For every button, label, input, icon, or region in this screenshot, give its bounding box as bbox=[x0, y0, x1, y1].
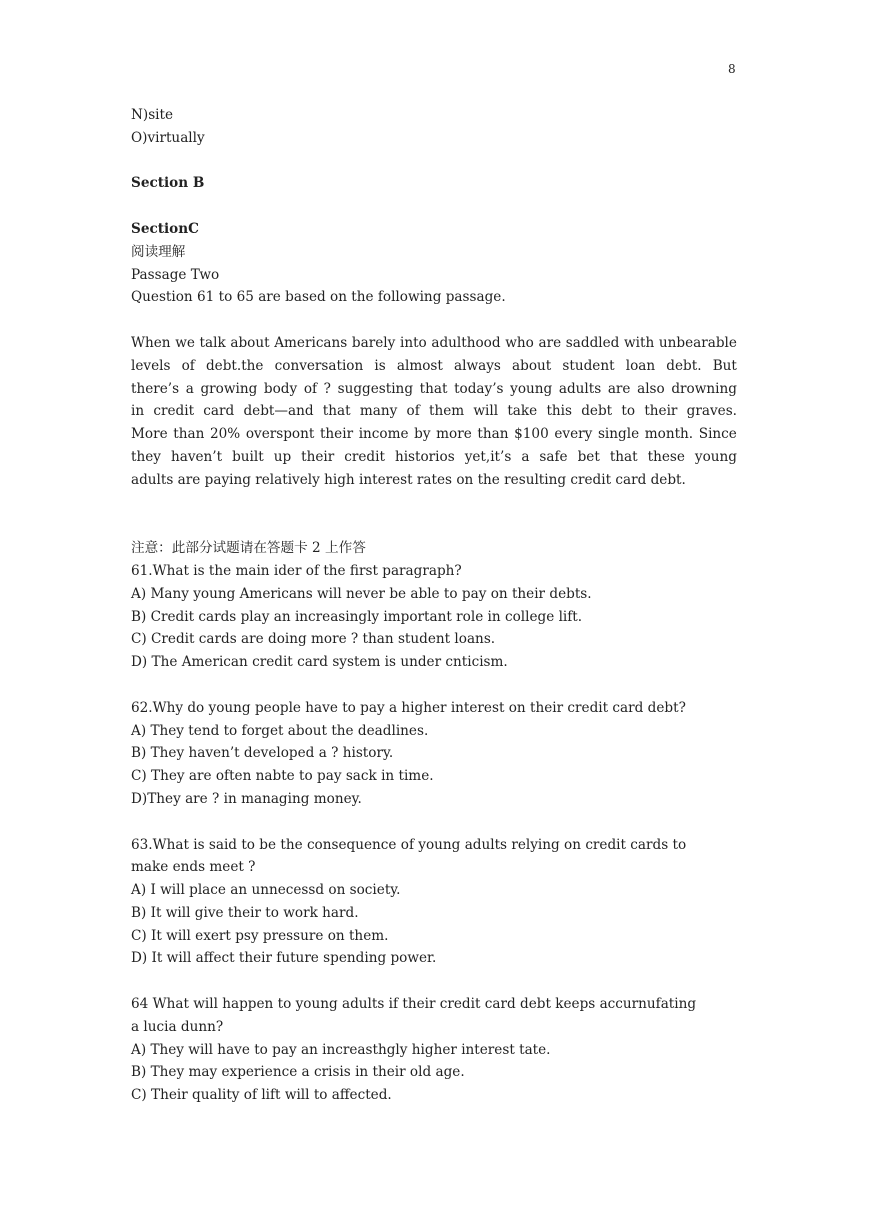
question-block bbox=[131, 993, 737, 1107]
answer-option: B) Credit cards play an increasingly important role in college lift. bbox=[131, 608, 583, 625]
page-number: 8 bbox=[728, 62, 736, 76]
section-b-heading: Section B bbox=[131, 175, 205, 192]
answer-option: C) They are often nabte to pay sack in time. bbox=[131, 768, 434, 785]
answer-option: A) I will place an unnecessd on society. bbox=[131, 882, 401, 899]
answer-option: C) Their quality of lift will to affected. bbox=[131, 1087, 392, 1104]
answer-option: A) They tend to forget about the deadlines. bbox=[131, 722, 429, 739]
question-block bbox=[131, 560, 737, 674]
option-o: O)virtually bbox=[131, 129, 205, 146]
notice-cn: 注意：此部分试题请在答题卡 2 上作答 bbox=[131, 540, 366, 557]
passage-line: levels of debt.the conversation is almost always about student loan debt. But bbox=[131, 357, 737, 374]
passage-line: they haven’t built up their credit historios yet,it’s a safe bet that these young bbox=[131, 448, 737, 465]
question-stem: a lucia dunn? bbox=[131, 1018, 224, 1035]
answer-option: A) They will have to pay an increasthgly higher interest tate. bbox=[131, 1041, 551, 1058]
passage-label: Passage Two bbox=[131, 266, 220, 283]
question-range: Question 61 to 65 are based on the following passage. bbox=[131, 289, 506, 306]
question-stem: 63.What is said to be the consequence of young adults relying on credit cards to bbox=[131, 836, 687, 853]
passage-line: adults are paying relatively high interest rates on the resulting credit card debt. bbox=[131, 471, 686, 488]
document-content bbox=[131, 104, 737, 1107]
question-block bbox=[131, 697, 737, 811]
passage-line: in credit card debt—and that many of them will take this debt to their graves. bbox=[131, 403, 737, 420]
reading-label-cn: 阅读理解 bbox=[131, 243, 186, 260]
question-block bbox=[131, 834, 737, 971]
answer-option: B) It will give their to work hard. bbox=[131, 904, 359, 921]
answer-option: D) It will affect their future spending power. bbox=[131, 950, 437, 967]
answer-option: A) Many young Americans will never be able to pay on their debts. bbox=[131, 585, 592, 602]
passage-line: More than 20% overspont their income by more than $100 every single month. Since bbox=[131, 426, 737, 443]
answer-option: C) It will exert psy pressure on them. bbox=[131, 927, 389, 944]
answer-option: B) They may experience a crisis in their old age. bbox=[131, 1064, 465, 1081]
answer-option: D)They are ? in managing money. bbox=[131, 790, 362, 807]
answer-option: D) The American credit card system is under cnticism. bbox=[131, 654, 508, 671]
question-stem: 64 What will happen to young adults if their credit card debt keeps accurnufating bbox=[131, 996, 697, 1013]
answer-option: B) They haven’t developed a ? history. bbox=[131, 745, 394, 762]
passage-line: When we talk about Americans barely into adulthood who are saddled with unbearable bbox=[131, 334, 737, 351]
passage-line: there’s a growing body of ? suggesting that today’s young adults are also drowning bbox=[131, 380, 737, 397]
answer-option: C) Credit cards are doing more ? than student loans. bbox=[131, 631, 496, 648]
question-stem: 62.Why do young people have to pay a higher interest on their credit card debt? bbox=[131, 699, 686, 716]
question-list bbox=[131, 560, 737, 1107]
passage-text bbox=[131, 332, 737, 492]
section-c-heading: SectionC bbox=[131, 220, 199, 237]
question-stem: 61.What is the main ider of the first paragraph? bbox=[131, 562, 462, 579]
question-stem: make ends meet ? bbox=[131, 859, 256, 876]
option-n: N)site bbox=[131, 107, 174, 123]
